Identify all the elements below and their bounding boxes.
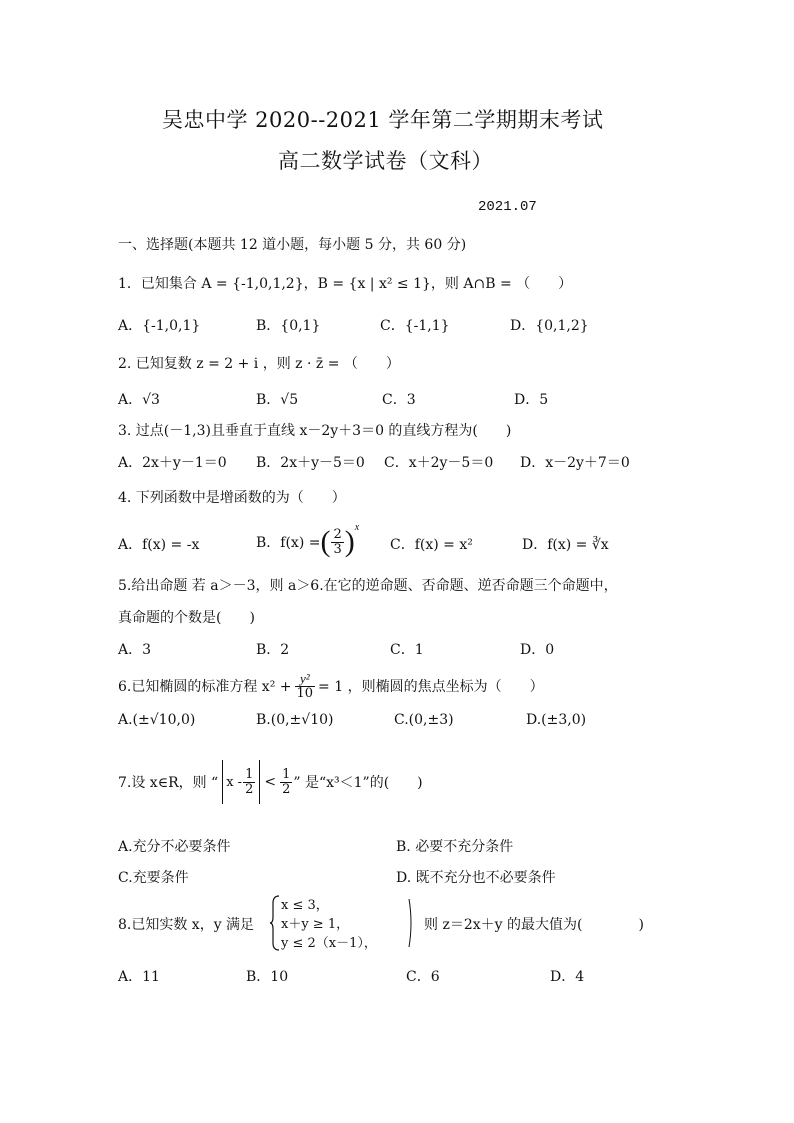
- absolute-value-left: x -: [226, 774, 243, 790]
- fraction-denominator: 2: [245, 781, 254, 797]
- question-1-option-d: D．{0,1,2}: [510, 318, 589, 334]
- section-heading: 一、选择题(本题共 12 道小题，每小题 5 分，共 60 分): [118, 237, 467, 253]
- question-1-option-b: B．{0,1}: [256, 318, 321, 334]
- exam-date: 2021.07: [478, 199, 537, 215]
- question-4-option-d: D．f(x) = ∛x: [522, 537, 609, 553]
- question-4-option-b-prefix: B．f(x) =: [256, 535, 321, 551]
- question-7-option-a: A.充分不必要条件: [118, 839, 231, 855]
- question-1-stem: 1．已知集合 A = {-1,0,1,2}，B = {x | x² ≤ 1}，则 A∩B = （ ）: [118, 276, 573, 292]
- question-6-option-b: B.(0,±√10): [256, 712, 334, 728]
- question-8-option-a: A．11: [118, 969, 160, 985]
- fraction-numerator: 1: [245, 766, 254, 782]
- constraint-system: [281, 896, 377, 953]
- question-5-option-c: C．1: [390, 642, 424, 658]
- fraction-numerator: y²: [299, 670, 310, 686]
- question-5-option-a: A．3: [118, 642, 152, 658]
- question-3-option-c: C．x＋2y－5＝0: [384, 455, 494, 471]
- exam-title: 吴忠中学 2020--2021 学年第二学期期末考试: [162, 108, 604, 132]
- question-7-stem-suffix: ” 是“x³＜1”的( ): [293, 775, 423, 791]
- question-7-option-c: C.充要条件: [118, 870, 189, 886]
- question-6-stem: [118, 664, 544, 708]
- exponent: x: [354, 522, 360, 533]
- question-8-option-d: D．4: [550, 969, 585, 985]
- question-5-stem-line-1: 5.给出命题 若 a＞－3，则 a＞6.在它的逆命题、否命题、逆否命题三个命题中，: [118, 578, 618, 594]
- fraction-rhs-numerator: 1: [282, 766, 291, 782]
- question-3-stem: 3. 过点(－1,3)且垂直于直线 x－2y＋3＝0 的直线方程为( ): [118, 423, 512, 439]
- question-2-option-d: D．5: [514, 392, 549, 408]
- exam-subtitle: 高二数学试卷（文科）: [278, 149, 493, 173]
- fraction: [331, 528, 343, 556]
- question-8-stem-suffix: 则 z＝2x＋y 的最大值为( ): [424, 917, 644, 933]
- constraint-2: x＋y ≥ 1，: [281, 917, 350, 932]
- less-than-sign: <: [264, 774, 277, 790]
- question-5-option-b: B．2: [256, 642, 290, 658]
- question-5-stem-line-2: 真命题的个数是( ): [118, 610, 255, 626]
- fraction: [295, 672, 316, 700]
- left-brace: [270, 895, 280, 951]
- question-3-option-d: D．x－2y＋7＝0: [520, 455, 630, 471]
- question-4-option-b: [256, 520, 359, 564]
- question-7-stem: [118, 757, 423, 807]
- question-2-option-a: A．√3: [118, 392, 160, 408]
- question-5-option-d: D．0: [520, 642, 555, 658]
- question-7-option-d: D. 既不充分也不必要条件: [396, 870, 556, 886]
- question-3-option-a: A．2x＋y－1＝0: [118, 455, 227, 471]
- question-2-option-c: C．3: [382, 392, 416, 408]
- question-8-option-b: B．10: [246, 969, 289, 985]
- right-paren: ): [344, 525, 355, 558]
- left-paren: (: [320, 525, 331, 558]
- fraction-denominator: 10: [296, 685, 314, 701]
- question-3-option-b: B．2x＋y－5＝0: [256, 455, 365, 471]
- question-2-option-b: B．√5: [256, 392, 299, 408]
- question-1-option-c: C．{-1,1}: [380, 318, 450, 334]
- constraint-1: x ≤ 3，: [281, 898, 329, 913]
- right-paren-line: [408, 898, 414, 948]
- fraction-numerator: 2: [333, 526, 342, 542]
- question-7-stem-prefix: 7.设 x∈R，则 “: [118, 775, 219, 791]
- absolute-value: [222, 760, 260, 804]
- question-7-option-b: B. 必要不充分条件: [396, 839, 514, 855]
- question-4-option-c: C．f(x) = x²: [390, 537, 473, 553]
- question-4-stem: 4. 下列函数中是增函数的为（ ）: [118, 490, 346, 506]
- question-6-option-d: D.(±3,0): [526, 712, 587, 728]
- fraction-denominator: 3: [333, 541, 342, 557]
- question-6-option-c: C.(0,±3): [394, 712, 454, 728]
- question-8-stem-prefix: 8.已知实数 x，y 满足: [118, 917, 255, 933]
- fraction-rhs-denominator: 2: [282, 781, 291, 797]
- fraction-rhs: [280, 768, 292, 796]
- fraction: [243, 768, 255, 796]
- question-4-option-a: A．f(x) = -x: [118, 537, 200, 553]
- question-6-stem-suffix: = 1 ，则椭圆的焦点坐标为（ ）: [318, 679, 544, 695]
- question-8-option-c: C．6: [406, 969, 440, 985]
- question-6-option-a: A.(±√10,0): [118, 712, 196, 728]
- question-1-option-a: A．{-1,0,1}: [118, 318, 201, 334]
- question-6-stem-prefix: 6.已知椭圆的标准方程 x² +: [118, 679, 292, 695]
- constraint-3: y ≤ 2（x－1），: [281, 936, 377, 951]
- question-2-stem: 2. 已知复数 z = 2 + i ，则 z · z̄ = （ ）: [118, 356, 400, 372]
